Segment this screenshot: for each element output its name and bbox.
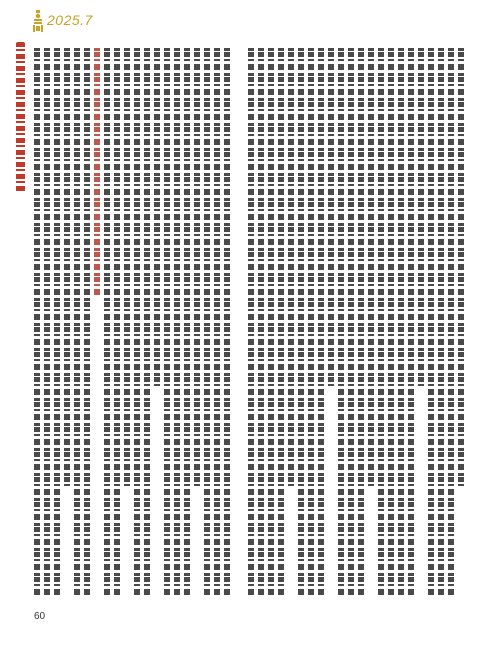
text-line [348, 48, 354, 596]
text-line [448, 48, 454, 596]
text-line [428, 48, 434, 596]
text-line [54, 48, 60, 596]
text-line [438, 48, 444, 596]
text-line [368, 48, 374, 486]
text-line [224, 48, 230, 596]
text-line [248, 48, 254, 596]
text-line [204, 48, 210, 596]
soyombo-logo-icon [33, 10, 43, 32]
text-line [84, 48, 90, 596]
text-line [388, 48, 394, 596]
text-line [124, 48, 130, 486]
section-heading-vertical [16, 42, 25, 192]
text-line [144, 48, 150, 596]
highlighted-text-line [94, 48, 100, 295]
text-line [64, 48, 70, 486]
text-line [194, 48, 200, 486]
text-line [278, 48, 284, 596]
text-line [418, 48, 424, 388]
text-line [184, 48, 190, 596]
text-line [44, 48, 50, 596]
text-line [328, 48, 334, 388]
text-line [318, 48, 324, 596]
text-line [288, 48, 294, 486]
text-line [338, 48, 344, 596]
text-line [164, 48, 170, 596]
text-line [298, 48, 304, 596]
text-line [268, 48, 274, 596]
text-line [358, 48, 364, 596]
issue-year: 2025.7 [47, 12, 93, 28]
text-column-left [34, 48, 230, 596]
text-line [214, 48, 220, 596]
text-line [104, 48, 110, 596]
page-number: 60 [34, 611, 46, 622]
text-line [34, 48, 40, 596]
text-line [308, 48, 314, 596]
text-line [408, 48, 414, 596]
text-line [74, 48, 80, 596]
text-line [398, 48, 404, 596]
text-line [378, 48, 384, 596]
text-line [174, 48, 180, 596]
text-line [154, 48, 160, 388]
text-column-right [248, 48, 464, 596]
text-line [134, 48, 140, 596]
text-line [258, 48, 264, 596]
text-line [458, 48, 464, 486]
text-line [114, 48, 120, 596]
